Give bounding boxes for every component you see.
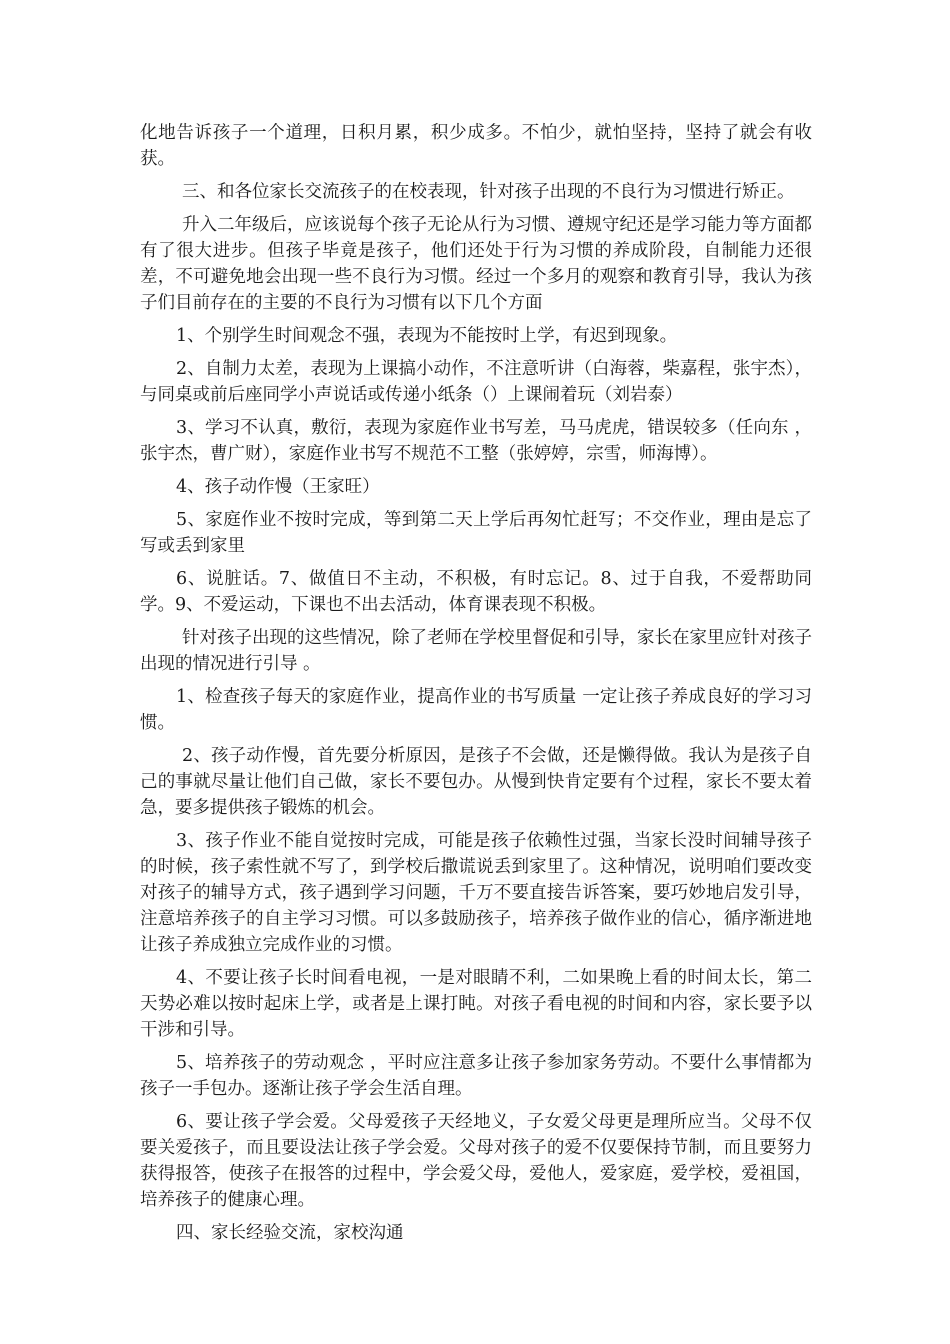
document-body — [140, 120, 812, 1253]
paragraph: 1、个别学生时间观念不强，表现为不能按时上学，有迟到现象。 — [176, 326, 678, 346]
paragraph: 5、培养孩子的劳动观念 ，平时应注意多让孩子参加家务劳动。不要什么事情都为孩子一手包办。逐渐让孩子学会生活自理。 — [140, 1053, 812, 1099]
paragraph: 三、和各位家长交流孩子的在校表现，针对孩子出现的不良行为习惯进行矫正。 — [182, 182, 795, 202]
paragraph: 3、孩子作业不能自觉按时完成，可能是孩子依赖性过强，当家长没时间辅导孩子的时候，孩子索性就不写了，到学校后撒谎说丢到家里了。这种情况，说明咱们要改变对孩子的辅导方式，孩子遇到学习问题，千万不要直接告诉答案，要巧妙地启发引导，注意培养孩子的自主学习习惯。可以多鼓励孩子，培养孩子做作业的信心，循序渐进地让孩子养成独立完成作业的习惯。 — [140, 831, 812, 955]
paragraph: 6、要让孩子学会爱。父母爱孩子天经地义，子女爱父母更是理所应当。父母不仅要关爱孩子，而且要设法让孩子学会爱。父母对孩子的爱不仅要保持节制，而且要努力获得报答，使孩子在报答的过程中，学会爱父母，爱他人，爱家庭，爱学校，爱祖国，培养孩子的健康心理。 — [140, 1112, 812, 1210]
paragraph: 6、说脏话。7、做值日不主动，不积极，有时忘记。8、过于自我，不爱帮助同学。9、不爱运动，下课也不出去活动，体育课表现不积极。 — [140, 569, 812, 615]
paragraph: 1、检查孩子每天的家庭作业，提高作业的书写质量 一定让孩子养成良好的学习习惯。 — [140, 687, 812, 733]
paragraph: 2、自制力太差，表现为上课搞小动作，不注意听讲（白海蓉，柴嘉程，张宇杰），与同桌或前后座同学小声说话或传递小纸条（）上课闹着玩（刘岩泰） — [140, 359, 812, 405]
paragraph: 5、家庭作业不按时完成，等到第二天上学后再匆忙赶写；不交作业，理由是忘了写或丢到家里 — [140, 510, 812, 556]
paragraph: 4、孩子动作慢（王家旺） — [176, 477, 380, 497]
paragraph: 2、孩子动作慢，首先要分析原因，是孩子不会做，还是懒得做。我认为是孩子自己的事就尽量让他们自己做，家长不要包办。从慢到快肯定要有个过程，家长不要太着急，要多提供孩子锻炼的机会。 — [140, 746, 812, 818]
section-heading: 四、家长经验交流，家校沟通 — [176, 1223, 404, 1243]
paragraph: 针对孩子出现的这些情况，除了老师在学校里督促和引导，家长在家里应针对孩子出现的情况进行引导 。 — [140, 628, 812, 674]
paragraph: 升入二年级后，应该说每个孩子无论从行为习惯、遵规守纪还是学习能力等方面都有了很大进步。但孩子毕竟是孩子，他们还处于行为习惯的养成阶段，自制能力还很差，不可避免地会出现一些不良行为习惯。经过一个多月的观察和教育引导，我认为孩子们目前存在的主要的不良行为习惯有以下几个方面 — [140, 215, 812, 313]
paragraph: 化地告诉孩子一个道理，日积月累，积少成多。不怕少，就怕坚持，坚持了就会有收获。 — [140, 123, 812, 169]
paragraph: 4、不要让孩子长时间看电视，一是对眼睛不利，二如果晚上看的时间太长，第二天势必难以按时起床上学，或者是上课打盹。对孩子看电视的时间和内容，家长要予以干涉和引导。 — [140, 968, 812, 1040]
paragraph: 3、学习不认真，敷衍，表现为家庭作业书写差，马马虎虎，错误较多（任向东 ，张宇杰，曹广财），家庭作业书写不规范不工整（张婷婷，宗雪，师海博）。 — [140, 418, 812, 464]
